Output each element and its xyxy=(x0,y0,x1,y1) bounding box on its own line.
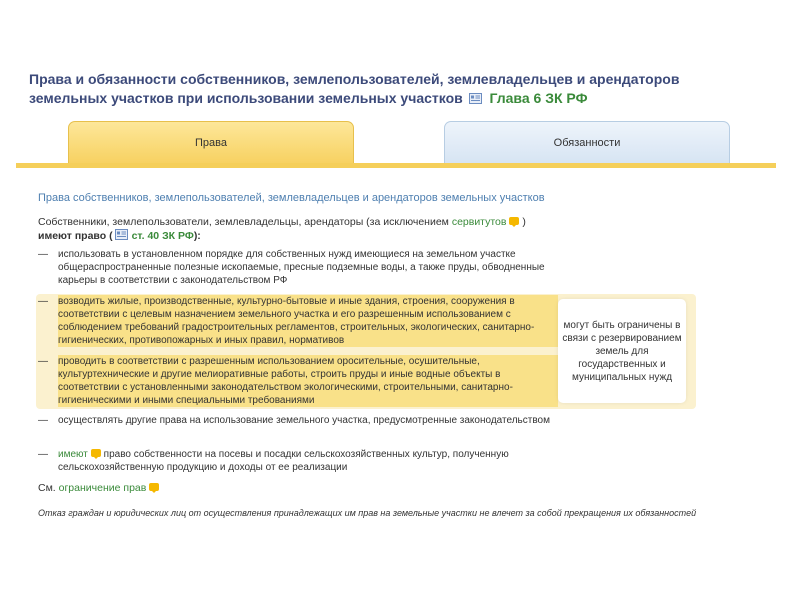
comment-icon[interactable] xyxy=(91,449,101,457)
restriction-note: могут быть ограничены в связи с резервированием земель для государственных и муниципальных нужд xyxy=(558,299,686,403)
servitude-link[interactable]: сервитутов xyxy=(451,216,507,228)
footer-note: Отказ граждан и юридических лиц от осуществления принадлежащих им прав на земельные участки не влечет за собой прекращения их обязанностей xyxy=(38,508,697,518)
list-item: — проводить в соответствии с разрешенным использованием оросительные, осушительные, культуртехнические и другие мелиоративные работы, строить пруды и иные водные объекты в соответствии с установленными законодательством экологическими, строительными, санитарно-гигиеническими и иными специальными требованиями xyxy=(38,355,558,407)
comment-icon[interactable] xyxy=(149,483,159,491)
intro-text: Собственники, землепользователи, землевладельцы, арендаторы (за исключением сервитутов ) имеют право ( ст. 40 ЗК РФ): xyxy=(38,216,526,242)
have-link[interactable]: имеют xyxy=(58,449,88,460)
document-icon[interactable] xyxy=(115,229,128,240)
document-icon[interactable] xyxy=(469,93,482,104)
section-heading: Права собственников, землепользователей, землевладельцев и арендаторов земельных участков xyxy=(38,192,545,204)
page-title xyxy=(29,70,769,108)
comment-icon[interactable] xyxy=(509,217,519,225)
tab-rights-label: Права xyxy=(195,137,227,149)
list-item: — использовать в установленном порядке для собственных нужд имеющиеся на земельном участке общераспространенные полезные ископаемые, пресные подземные воды, а также пруды, обводненные карьеры в соответствии с законодательством РФ xyxy=(38,249,545,286)
see-also: См. ограничение прав xyxy=(38,482,159,494)
title-line-2: земельных участков при использовании земельных участков Глава 6 ЗК РФ xyxy=(29,90,588,106)
list-item: — имеют право собственности на посевы и посадки сельскохозяйственных культур, полученную сельскохозяйственную продукцию и доходы от ее реализации xyxy=(38,449,509,473)
article-link[interactable]: ст. 40 ЗК РФ xyxy=(131,230,194,242)
tab-rights[interactable] xyxy=(68,121,354,164)
tab-underline xyxy=(16,163,776,168)
tab-duties[interactable] xyxy=(444,121,730,164)
tab-duties-label: Обязанности xyxy=(553,137,621,149)
title-line-1: Права и обязанности собственников, землепользователей, землевладельцев и арендаторов xyxy=(29,71,680,87)
restriction-link[interactable]: ограничение прав xyxy=(58,482,147,494)
list-item: — осуществлять другие права на использование земельного участка, предусмотренные законодательством xyxy=(38,415,550,426)
chapter-link[interactable]: Глава 6 ЗК РФ xyxy=(489,90,588,106)
list-item: — возводить жилые, производственные, культурно-бытовые и иные здания, строения, сооружения в соответствии с целевым назначением земельного участка и его разрешенным использованием с соблюдением требований градостроительных регламентов, строительных, экологических, санитарно-гигиенических, противопожарных и иных правил, нормативов xyxy=(38,295,558,347)
